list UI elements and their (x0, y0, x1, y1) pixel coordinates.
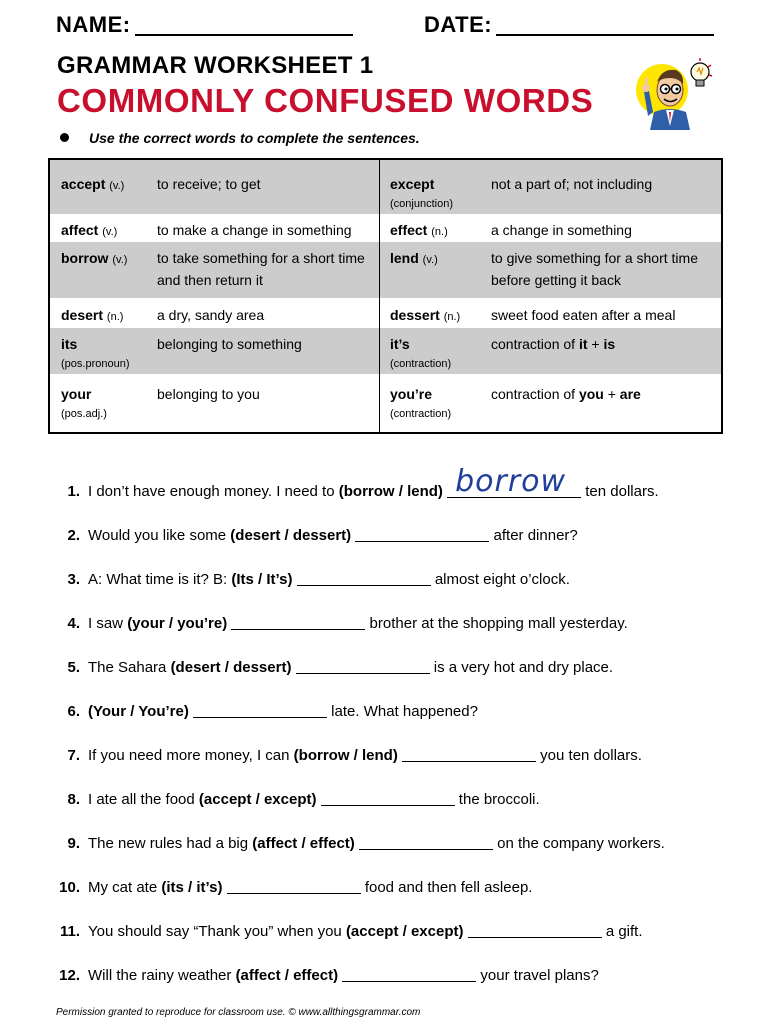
date-blank[interactable] (496, 14, 714, 36)
vocab-word-cell (390, 219, 485, 243)
vocab-word: dessert (390, 307, 440, 323)
question: 5. The Sahara (desert / dessert) is a very hot and dry place. (56, 658, 613, 678)
part-of-speech: (n.) (443, 311, 461, 323)
answer-blank[interactable] (296, 658, 430, 674)
answer-blank[interactable] (359, 834, 493, 850)
vocab-definition: to make a change in something (157, 222, 352, 238)
instruction-text: Use the correct words to complete the sentences. (89, 130, 420, 146)
word-choice: (accept / except) (198, 791, 317, 808)
question: 3. A: What time is it? B: (Its / It’s) almost eight o’clock. (56, 570, 570, 590)
question-number: 4. (67, 615, 80, 632)
part-of-speech: (n.) (431, 226, 448, 238)
vocab-word: affect (61, 222, 99, 238)
vocab-definition: sweet food eaten after a meal (491, 307, 676, 323)
vocab-row (50, 328, 721, 374)
copyright-footer: Permission granted to reproduce for classroom use. © www.allthingsgrammar.com (56, 1007, 421, 1018)
question: 8. I ate all the food (accept / except) the broccoli. (56, 790, 540, 810)
question: 11. You should say “Thank you” when you (accept / except) a gift. (56, 922, 643, 942)
vocab-row (50, 242, 721, 298)
question: 9. The new rules had a big (affect / effect) on the company workers. (56, 834, 665, 854)
vocab-word-cell (61, 247, 151, 271)
vocab-word-cell (61, 304, 151, 328)
part-of-speech: (pos.adj.) (61, 408, 107, 420)
question-number: 11. (59, 923, 80, 940)
vocab-word: desert (61, 307, 104, 323)
vocab-word: it’s (390, 336, 410, 352)
answer-blank[interactable] (402, 746, 536, 762)
vocab-word-cell (390, 333, 485, 373)
date-field[interactable] (424, 12, 714, 38)
vocab-word: borrow (61, 250, 109, 266)
word-choice: (Your / You’re) (88, 703, 189, 720)
vocab-row (50, 298, 721, 328)
question: 10. My cat ate (its / it’s) food and then fell asleep. (56, 878, 532, 898)
answer-blank[interactable] (468, 922, 602, 938)
word-choice: (accept / except) (345, 923, 464, 940)
vocab-word: your (61, 386, 92, 402)
question-number: 6. (67, 703, 80, 720)
vocab-word-cell (61, 219, 151, 243)
question-number: 12. (59, 967, 80, 984)
vocab-word-cell (390, 304, 485, 328)
answer-blank[interactable] (342, 966, 476, 982)
instruction (60, 130, 420, 146)
vocab-definition: a change in something (491, 222, 632, 238)
part-of-speech: (v.) (102, 226, 118, 238)
question-number: 3. (67, 571, 80, 588)
answer-blank[interactable] (447, 464, 581, 499)
lightbulb-idea-mascot-icon (636, 56, 716, 130)
word-choice: (affect / effect) (235, 967, 339, 984)
word-choice: (your / you’re) (127, 615, 228, 632)
vocab-definition: not a part of; not including (491, 176, 653, 192)
question-number: 2. (67, 527, 80, 544)
word-choice: (affect / effect) (252, 835, 355, 852)
name-blank[interactable] (135, 14, 353, 36)
vocab-row (50, 214, 721, 242)
vocab-word-cell (390, 247, 485, 271)
question: 7. If you need more money, I can (borrow / lend) you ten dollars. (56, 746, 642, 766)
vocab-definition: a dry, sandy area (157, 307, 265, 323)
part-of-speech: (contraction) (390, 358, 452, 370)
part-of-speech: (contraction) (390, 408, 452, 420)
part-of-speech: (conjunction) (390, 198, 453, 210)
answer-blank[interactable] (227, 878, 361, 894)
date-label: DATE: (424, 12, 493, 37)
answer-blank[interactable] (355, 526, 489, 542)
bullet-icon (60, 133, 69, 142)
vocab-word: lend (390, 250, 419, 266)
word-choice: (its / it’s) (161, 879, 223, 896)
answer-blank[interactable] (297, 570, 431, 586)
table-divider (379, 160, 380, 432)
vocab-word: its (61, 336, 78, 352)
vocab-definition: contraction of it + is (491, 336, 616, 352)
word-choice: (desert / dessert) (170, 659, 292, 676)
part-of-speech: (n.) (106, 311, 124, 323)
part-of-speech: (pos.pronoun) (61, 358, 130, 370)
vocab-definition: belonging to something (157, 336, 302, 352)
vocabulary-table (48, 158, 723, 434)
part-of-speech: (v.) (112, 254, 128, 266)
question-number: 7. (67, 747, 80, 764)
vocab-word-cell (61, 383, 151, 423)
question: 1. I don’t have enough money. I need to (borrow / lend) borrow ten dollars. (56, 482, 659, 502)
vocab-word-cell (390, 173, 485, 213)
question-number: 5. (67, 659, 80, 676)
vocab-definition: contraction of you + are (491, 386, 641, 402)
answer-blank[interactable] (193, 702, 327, 718)
part-of-speech: (v.) (109, 180, 125, 192)
vocab-word: you’re (390, 386, 433, 402)
vocab-row (50, 374, 721, 432)
word-choice: (Its / It’s) (231, 571, 293, 588)
question: 4. I saw (your / you’re) brother at the shopping mall yesterday. (56, 614, 628, 634)
question-number: 9. (67, 835, 80, 852)
question-number: 8. (67, 791, 80, 808)
part-of-speech: (v.) (422, 254, 438, 266)
question-number: 10. (59, 879, 80, 896)
vocab-word: effect (390, 222, 428, 238)
question: 6. (Your / You’re) late. What happened? (56, 702, 478, 722)
vocab-word: except (390, 176, 435, 192)
worksheet-title: GRAMMAR WORKSHEET 1 (57, 52, 374, 79)
word-choice: (borrow / lend) (338, 483, 443, 500)
word-choice: (borrow / lend) (293, 747, 398, 764)
vocab-word-cell (61, 173, 151, 197)
handwritten-answer: borrow (455, 464, 567, 499)
vocab-row (50, 160, 721, 214)
question: 12. Will the rainy weather (affect / effect) your travel plans? (56, 966, 599, 986)
word-choice: (desert / dessert) (230, 527, 352, 544)
answer-blank[interactable] (231, 614, 365, 630)
name-field[interactable] (56, 12, 353, 38)
question-number: 1. (67, 483, 80, 500)
vocab-word-cell (390, 383, 485, 423)
vocab-definition: belonging to you (157, 386, 260, 402)
vocab-word: accept (61, 176, 106, 192)
name-label: NAME: (56, 12, 131, 37)
vocab-word-cell (61, 333, 151, 373)
vocab-definition: to take something for a short time and then return it (157, 250, 365, 288)
vocab-definition: to receive; to get (157, 176, 261, 192)
answer-blank[interactable] (321, 790, 455, 806)
worksheet-subtitle: COMMONLY CONFUSED WORDS (57, 82, 594, 119)
vocab-definition: to give something for a short time before getting it back (491, 250, 698, 288)
question: 2. Would you like some (desert / dessert) after dinner? (56, 526, 578, 546)
